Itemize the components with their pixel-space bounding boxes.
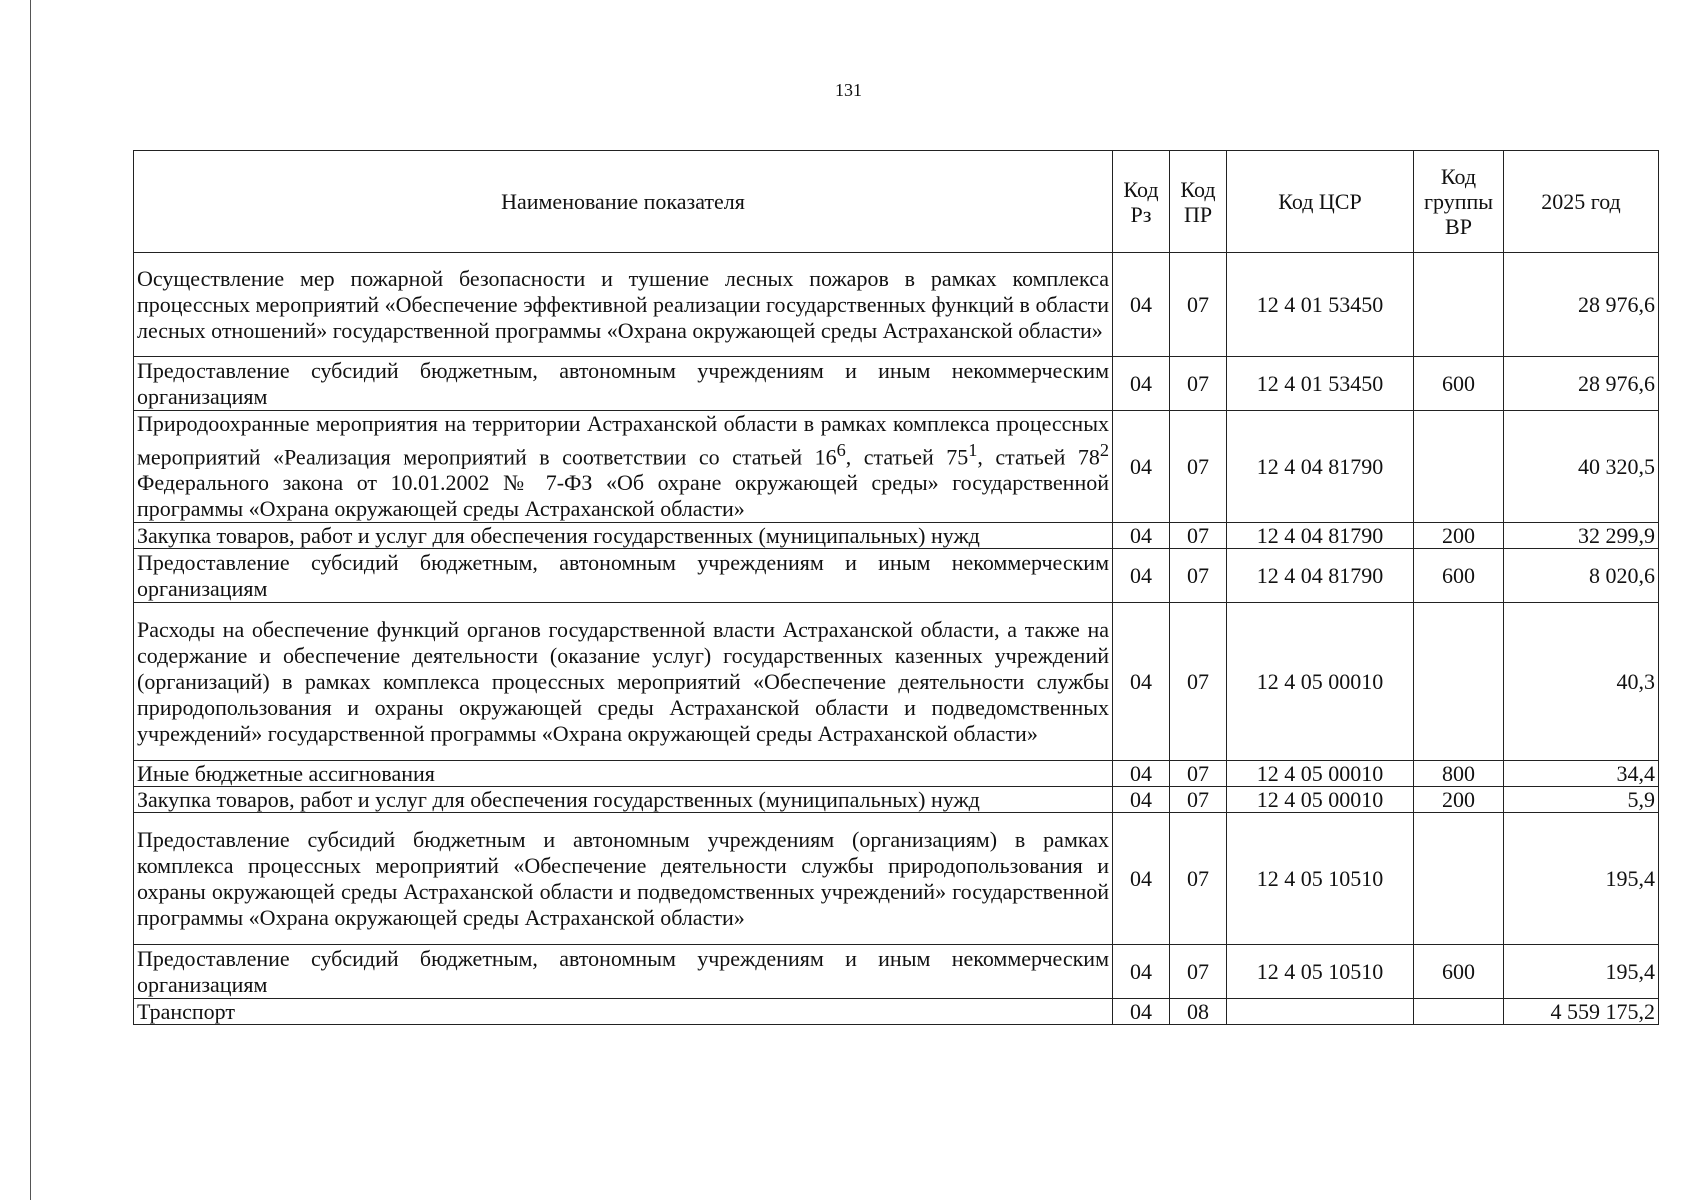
row-name-part: , статьей 75: [845, 444, 969, 470]
row-amount: 28 976,6: [1504, 357, 1659, 411]
row-rz: 04: [1113, 549, 1170, 603]
row-name: Предоставление субсидий бюджетным, автономным учреждениям и иным некоммерческим организациям: [134, 357, 1113, 411]
page-number: 131: [835, 80, 862, 100]
row-name: Предоставление субсидий бюджетным, автономным учреждениям и иным некоммерческим организациям: [134, 945, 1113, 999]
table-row: [134, 945, 1659, 999]
table-row: [134, 523, 1659, 549]
row-name: Транспорт: [134, 999, 1113, 1025]
table-header-row: [134, 151, 1659, 253]
row-pr: 07: [1170, 761, 1227, 787]
row-pr: 07: [1170, 603, 1227, 761]
row-name-part: Природоохранные мероприятия на территории Астраханской области в рамках комплекса процессных мероприятий «Реализация мероприятий в соответствии со статьей 16: [137, 411, 1109, 470]
row-vr: 200: [1414, 787, 1504, 813]
row-pr: 08: [1170, 999, 1227, 1025]
row-csr: [1227, 999, 1414, 1025]
row-pr: 07: [1170, 411, 1227, 523]
row-rz: 04: [1113, 523, 1170, 549]
row-csr: 12 4 04 81790: [1227, 523, 1414, 549]
row-vr: [1414, 411, 1504, 523]
row-name: Иные бюджетные ассигнования: [134, 761, 1113, 787]
header-vr: Код группы ВР: [1414, 151, 1504, 253]
row-amount: 28 976,6: [1504, 253, 1659, 357]
row-name-sup: 6: [836, 440, 846, 460]
row-csr: 12 4 01 53450: [1227, 253, 1414, 357]
row-vr: [1414, 253, 1504, 357]
header-name: Наименование показателя: [134, 151, 1113, 253]
row-name: [134, 411, 1113, 523]
row-vr: 600: [1414, 357, 1504, 411]
row-amount: 8 020,6: [1504, 549, 1659, 603]
row-rz: 04: [1113, 761, 1170, 787]
row-rz: 04: [1113, 999, 1170, 1025]
row-pr: 07: [1170, 813, 1227, 945]
table-row: [134, 761, 1659, 787]
table-row: [134, 813, 1659, 945]
row-pr: 07: [1170, 549, 1227, 603]
row-rz: 04: [1113, 357, 1170, 411]
row-name: Предоставление субсидий бюджетным, автономным учреждениям и иным некоммерческим организациям: [134, 549, 1113, 603]
row-csr: 12 4 01 53450: [1227, 357, 1414, 411]
row-vr: 800: [1414, 761, 1504, 787]
header-year: 2025 год: [1504, 151, 1659, 253]
row-name: Закупка товаров, работ и услуг для обеспечения государственных (муниципальных) нужд: [134, 787, 1113, 813]
row-amount: 195,4: [1504, 813, 1659, 945]
row-amount: 34,4: [1504, 761, 1659, 787]
table-row: [134, 411, 1659, 523]
table-row: [134, 603, 1659, 761]
table-row: [134, 787, 1659, 813]
row-name: Расходы на обеспечение функций органов государственной власти Астраханской области, а также на содержание и обеспечение деятельности (оказание услуг) государственных казенных учреждений (организаций) в рамках комплекса процессных мероприятий «Обеспечение деятельности службы природопользования и охраны окружающей среды Астраханской области и подведомственных учреждений» государственной программы «Охрана окружающей среды Астраханской области»: [134, 603, 1113, 761]
row-name-part: Федерального закона от 10.01.2002 № 7-ФЗ «Об охране окружающей среды» государственной программы «Охрана окружающей среды Астраханской области»: [137, 470, 1109, 522]
row-amount: 5,9: [1504, 787, 1659, 813]
budget-table: [133, 150, 1659, 1025]
row-rz: 04: [1113, 945, 1170, 999]
row-amount: 40,3: [1504, 603, 1659, 761]
table-row: [134, 549, 1659, 603]
row-pr: 07: [1170, 523, 1227, 549]
row-vr: 600: [1414, 945, 1504, 999]
row-vr: 200: [1414, 523, 1504, 549]
row-vr: 600: [1414, 549, 1504, 603]
row-csr: 12 4 05 00010: [1227, 603, 1414, 761]
row-name-sup: 1: [968, 440, 978, 460]
row-name-sup: 2: [1099, 440, 1110, 460]
row-vr: [1414, 813, 1504, 945]
header-pr: Код ПР: [1170, 151, 1227, 253]
row-name: Закупка товаров, работ и услуг для обеспечения государственных (муниципальных) нужд: [134, 523, 1113, 549]
header-csr: Код ЦСР: [1227, 151, 1414, 253]
row-rz: 04: [1113, 603, 1170, 761]
row-pr: 07: [1170, 945, 1227, 999]
row-name-part: , статьей 78: [977, 444, 1100, 470]
row-name: Предоставление субсидий бюджетным и автономным учреждениям (организациям) в рамках комплекса процессных мероприятий «Обеспечение деятельности службы природопользования и охраны окружающей среды Астраханской области и подведомственных учреждений» государственной программы «Охрана окружающей среды Астраханской области»: [134, 813, 1113, 945]
row-vr: [1414, 603, 1504, 761]
row-csr: 12 4 04 81790: [1227, 549, 1414, 603]
row-amount: 32 299,9: [1504, 523, 1659, 549]
row-rz: 04: [1113, 411, 1170, 523]
row-vr: [1414, 999, 1504, 1025]
row-pr: 07: [1170, 253, 1227, 357]
table-row: [134, 357, 1659, 411]
row-amount: 4 559 175,2: [1504, 999, 1659, 1025]
row-amount: 40 320,5: [1504, 411, 1659, 523]
row-csr: 12 4 05 00010: [1227, 761, 1414, 787]
row-pr: 07: [1170, 357, 1227, 411]
row-amount: 195,4: [1504, 945, 1659, 999]
row-csr: 12 4 05 00010: [1227, 787, 1414, 813]
row-pr: 07: [1170, 787, 1227, 813]
row-rz: 04: [1113, 787, 1170, 813]
row-rz: 04: [1113, 813, 1170, 945]
row-csr: 12 4 05 10510: [1227, 813, 1414, 945]
row-csr: 12 4 05 10510: [1227, 945, 1414, 999]
header-rz: Код Рз: [1113, 151, 1170, 253]
binding-margin-line: [30, 0, 31, 1200]
row-name: Осуществление мер пожарной безопасности и тушение лесных пожаров в рамках комплекса процессных мероприятий «Обеспечение эффективной реализации государственных функций в области лесных отношений» государственной программы «Охрана окружающей среды Астраханской области»: [134, 253, 1113, 357]
row-csr: 12 4 04 81790: [1227, 411, 1414, 523]
row-rz: 04: [1113, 253, 1170, 357]
table-row: [134, 253, 1659, 357]
table-row: [134, 999, 1659, 1025]
